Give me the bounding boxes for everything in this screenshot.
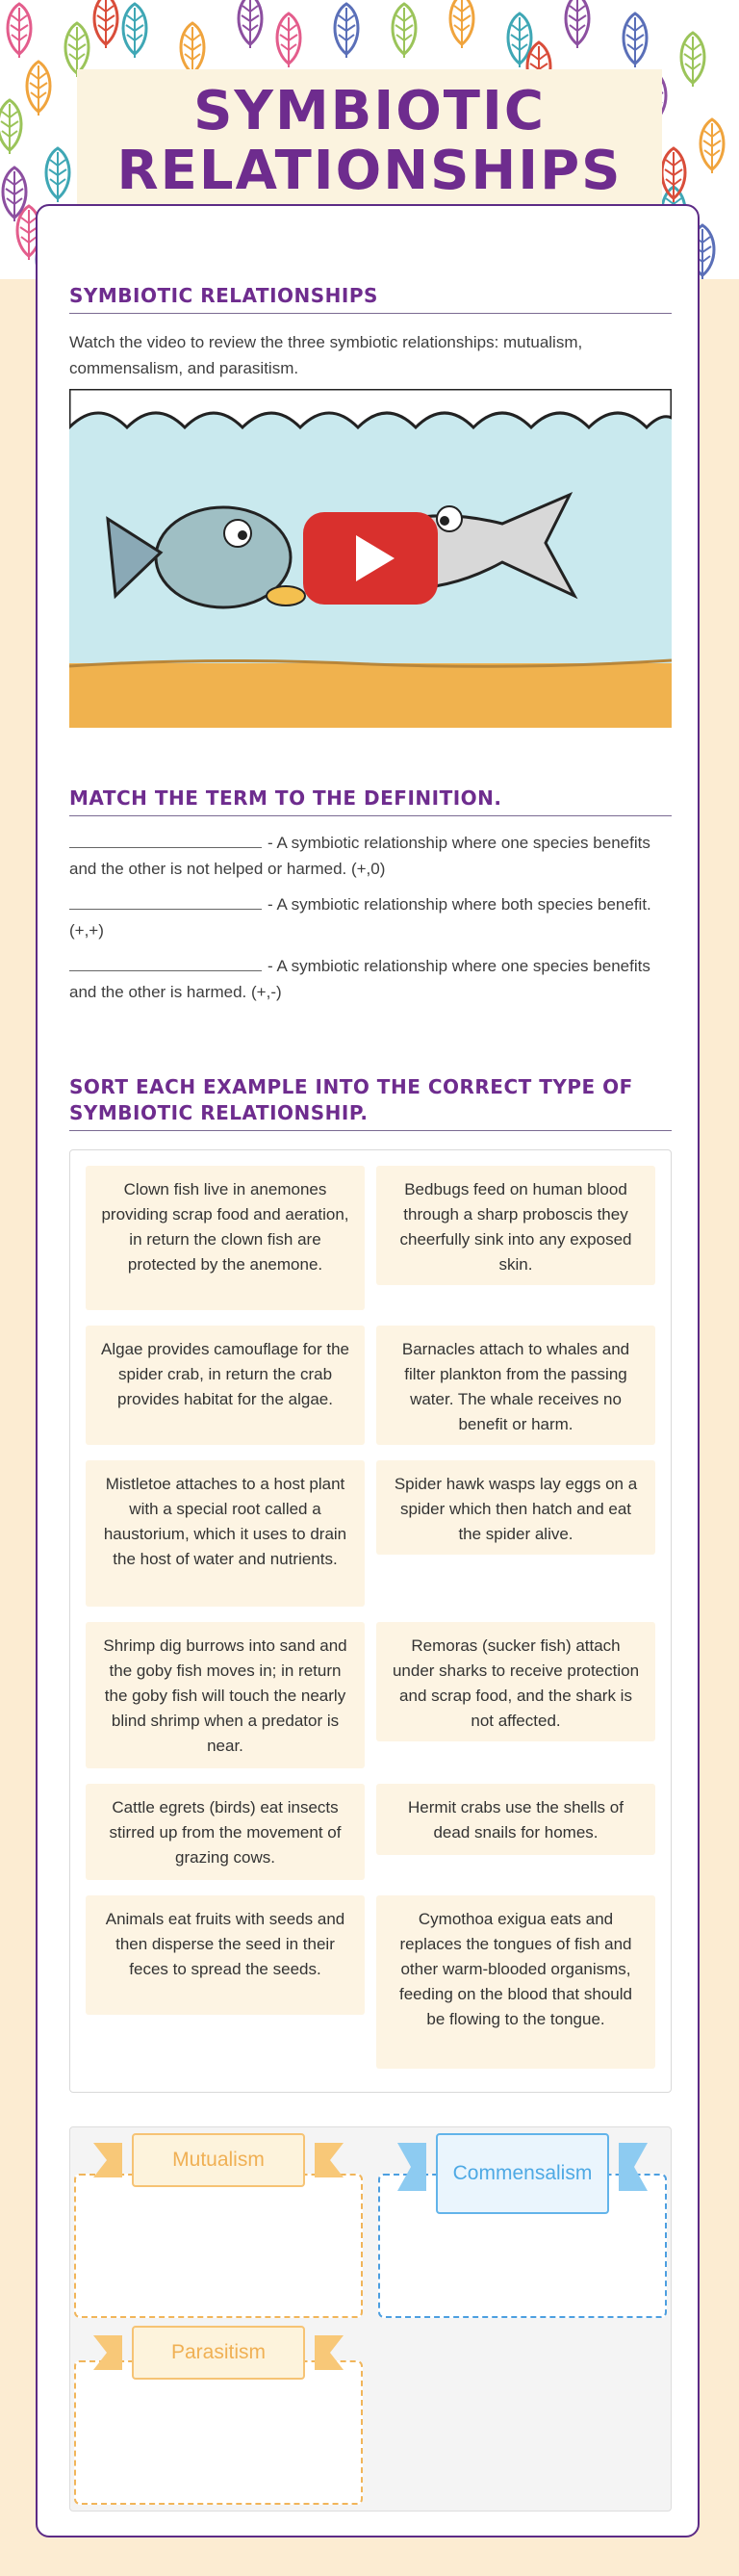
title-banner [77, 69, 662, 214]
sort-item-pool [69, 1149, 672, 2093]
intro-heading: SYMBIOTIC RELATIONSHIPS [69, 283, 672, 314]
match-heading: MATCH THE TERM TO THE DEFINITION. [69, 786, 672, 816]
parasitism-label: Parasitism [132, 2326, 305, 2380]
sort-item-clownfish[interactable]: Clown fish live in anemones providing scrap food and aeration, in return the clown fish are protected by the anemone. [86, 1166, 365, 1310]
sort-item-algae[interactable]: Algae provides camouflage for the spider crab, in return the crab provides habitat for the algae. [86, 1326, 365, 1445]
video-player[interactable] [69, 389, 672, 728]
match-answer-blank-1[interactable] [69, 830, 262, 848]
page-title-line-1: SYMBIOTIC [193, 80, 546, 142]
sort-item-hermit-crabs[interactable]: Hermit crabs use the shells of dead snails for homes. [376, 1784, 655, 1855]
sort-item-mistletoe[interactable]: Mistletoe attaches to a host plant with a special root called a haustorium, which it uses to drain the host of water and nutrients. [86, 1460, 365, 1607]
sort-item-cymothoa[interactable]: Cymothoa exigua eats and replaces the tongues of fish and other warm-blooded organisms, feeding on the blood that should be flowing to the tongue. [376, 1895, 655, 2069]
commensalism-ribbon [378, 2133, 667, 2184]
sort-item-shrimp-goby[interactable]: Shrimp dig burrows into sand and the goby fish moves in; in return the goby fish will touch the nearly blind shrimp when a predator is near. [86, 1622, 365, 1768]
match-answer-blank-2[interactable] [69, 891, 262, 910]
match-answer-blank-3[interactable] [69, 953, 262, 971]
sort-item-cattle-egrets[interactable]: Cattle egrets (birds) eat insects stirred up from the movement of grazing cows. [86, 1784, 365, 1880]
commensalism-label: Commensalism [436, 2133, 609, 2214]
sort-item-seed-dispersal[interactable]: Animals eat fruits with seeds and then disperse the seed in their feces to spread the seeds. [86, 1895, 365, 2015]
intro-text: Watch the video to review the three symbiotic relationships: mutualism, commensalism, and parasitism. [69, 333, 583, 377]
mutualism-ribbon [74, 2133, 363, 2177]
sort-item-remoras[interactable]: Remoras (sucker fish) attach under sharks to receive protection and scrap food, and the shark is not affected. [376, 1622, 655, 1741]
mutualism-drop-zone[interactable] [74, 2174, 363, 2318]
sort-heading: SORT EACH EXAMPLE INTO THE CORRECT TYPE OF SYMBIOTIC RELATIONSHIP. [69, 1074, 672, 1131]
mutualism-label: Mutualism [132, 2133, 305, 2187]
sort-item-bedbugs[interactable]: Bedbugs feed on human blood through a sharp proboscis they cheerfully sink into any exposed skin. [376, 1166, 655, 1285]
page-title-line-2: RELATIONSHIPS [116, 140, 623, 202]
match-definition-2: - A symbiotic relationship where both species benefit. (+,+) [69, 895, 651, 940]
sort-item-barnacles[interactable]: Barnacles attach to whales and filter plankton from the passing water. The whale receives no benefit or harm. [376, 1326, 655, 1445]
match-definition-1: - A symbiotic relationship where one species benefits and the other is not helped or harmed. (+,0) [69, 834, 650, 878]
match-definition-3: - A symbiotic relationship where one species benefits and the other is harmed. (+,-) [69, 957, 650, 1001]
match-item-1 [69, 830, 675, 882]
sort-item-wasps[interactable]: Spider hawk wasps lay eggs on a spider which then hatch and eat the spider alive. [376, 1460, 655, 1555]
match-item-2 [69, 891, 675, 943]
parasitism-ribbon [74, 2326, 363, 2370]
video-thumbnail [69, 389, 672, 728]
sort-drop-area [69, 2126, 672, 2512]
match-item-3 [69, 953, 675, 1005]
content-card [36, 204, 700, 2537]
